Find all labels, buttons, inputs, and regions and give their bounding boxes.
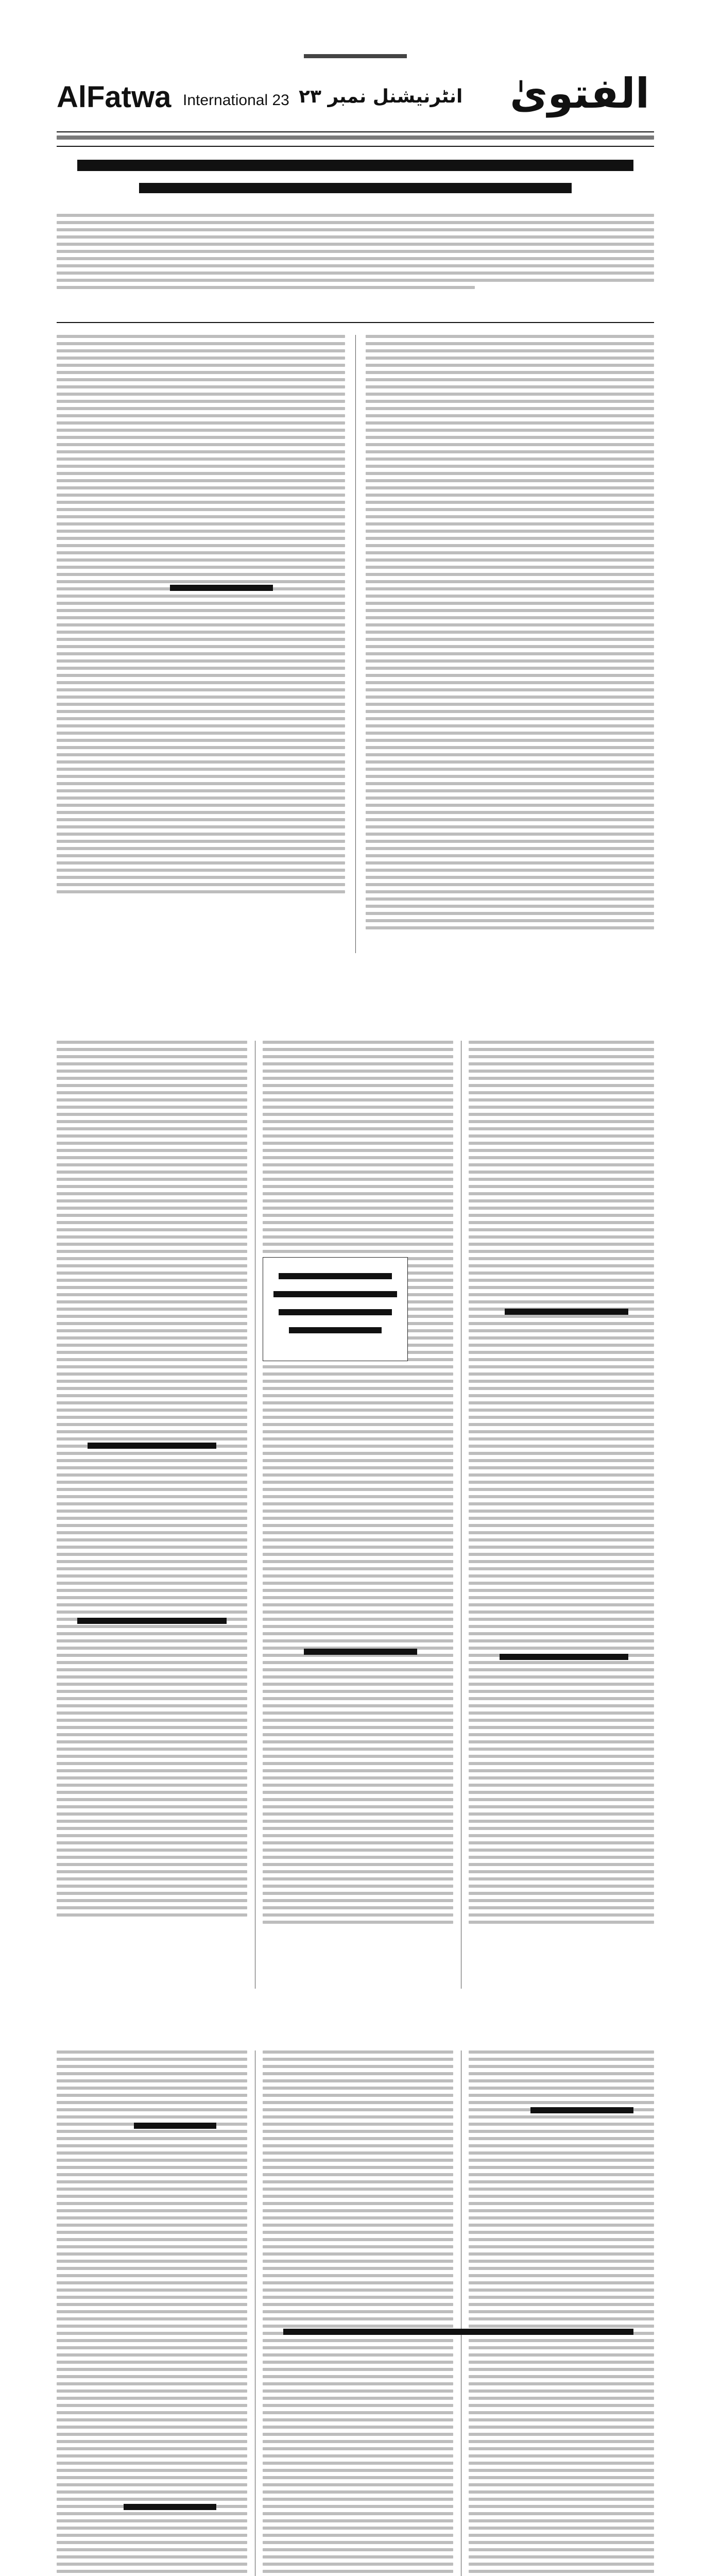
- subheading-a2: [124, 2504, 216, 2510]
- article-column-left: [57, 335, 345, 902]
- basmala-line: [304, 54, 407, 58]
- subheading-c2: [500, 1654, 628, 1660]
- masthead-title-urdu: الفتویٰ: [510, 70, 650, 117]
- article-column-c: [469, 2050, 654, 2576]
- subheading-left: [170, 585, 273, 591]
- article-column-a: [57, 2050, 247, 2576]
- masthead-issue-urdu: انٹرنیشنل نمبر ۲۳: [299, 86, 463, 107]
- section-divider: [57, 322, 654, 323]
- column-rule: [355, 335, 356, 953]
- subheading-b1: [304, 1649, 417, 1655]
- callout-box: [263, 1257, 408, 1361]
- article-column-a: [57, 1041, 247, 1989]
- article-column-c: [469, 1041, 654, 1989]
- article-column-right: [366, 335, 654, 953]
- article-column-b: [263, 1041, 453, 1989]
- subheading-c2: [283, 2329, 633, 2335]
- subheading-c1: [530, 2107, 633, 2113]
- headline-2: [139, 183, 572, 193]
- newspaper-page-3: [57, 2040, 654, 2576]
- headline-1: [77, 160, 633, 171]
- masthead-issue-latin: International 23: [183, 92, 289, 109]
- newspaper-page-2: [57, 1030, 654, 1999]
- article-column-b: [263, 2050, 453, 2576]
- subheading-a1: [88, 1443, 216, 1449]
- subheading-a2: [77, 1618, 227, 1624]
- masthead-title-latin: AlFatwa: [57, 80, 171, 114]
- masthead-rule-top: [57, 131, 654, 132]
- subheading-a1: [134, 2123, 216, 2129]
- subheading-c1: [505, 1309, 628, 1315]
- intro-paragraph: [57, 214, 654, 317]
- newspaper-page-1: [57, 54, 654, 1012]
- masthead-rule-bottom: [57, 146, 654, 147]
- editor-strip: [57, 135, 654, 143]
